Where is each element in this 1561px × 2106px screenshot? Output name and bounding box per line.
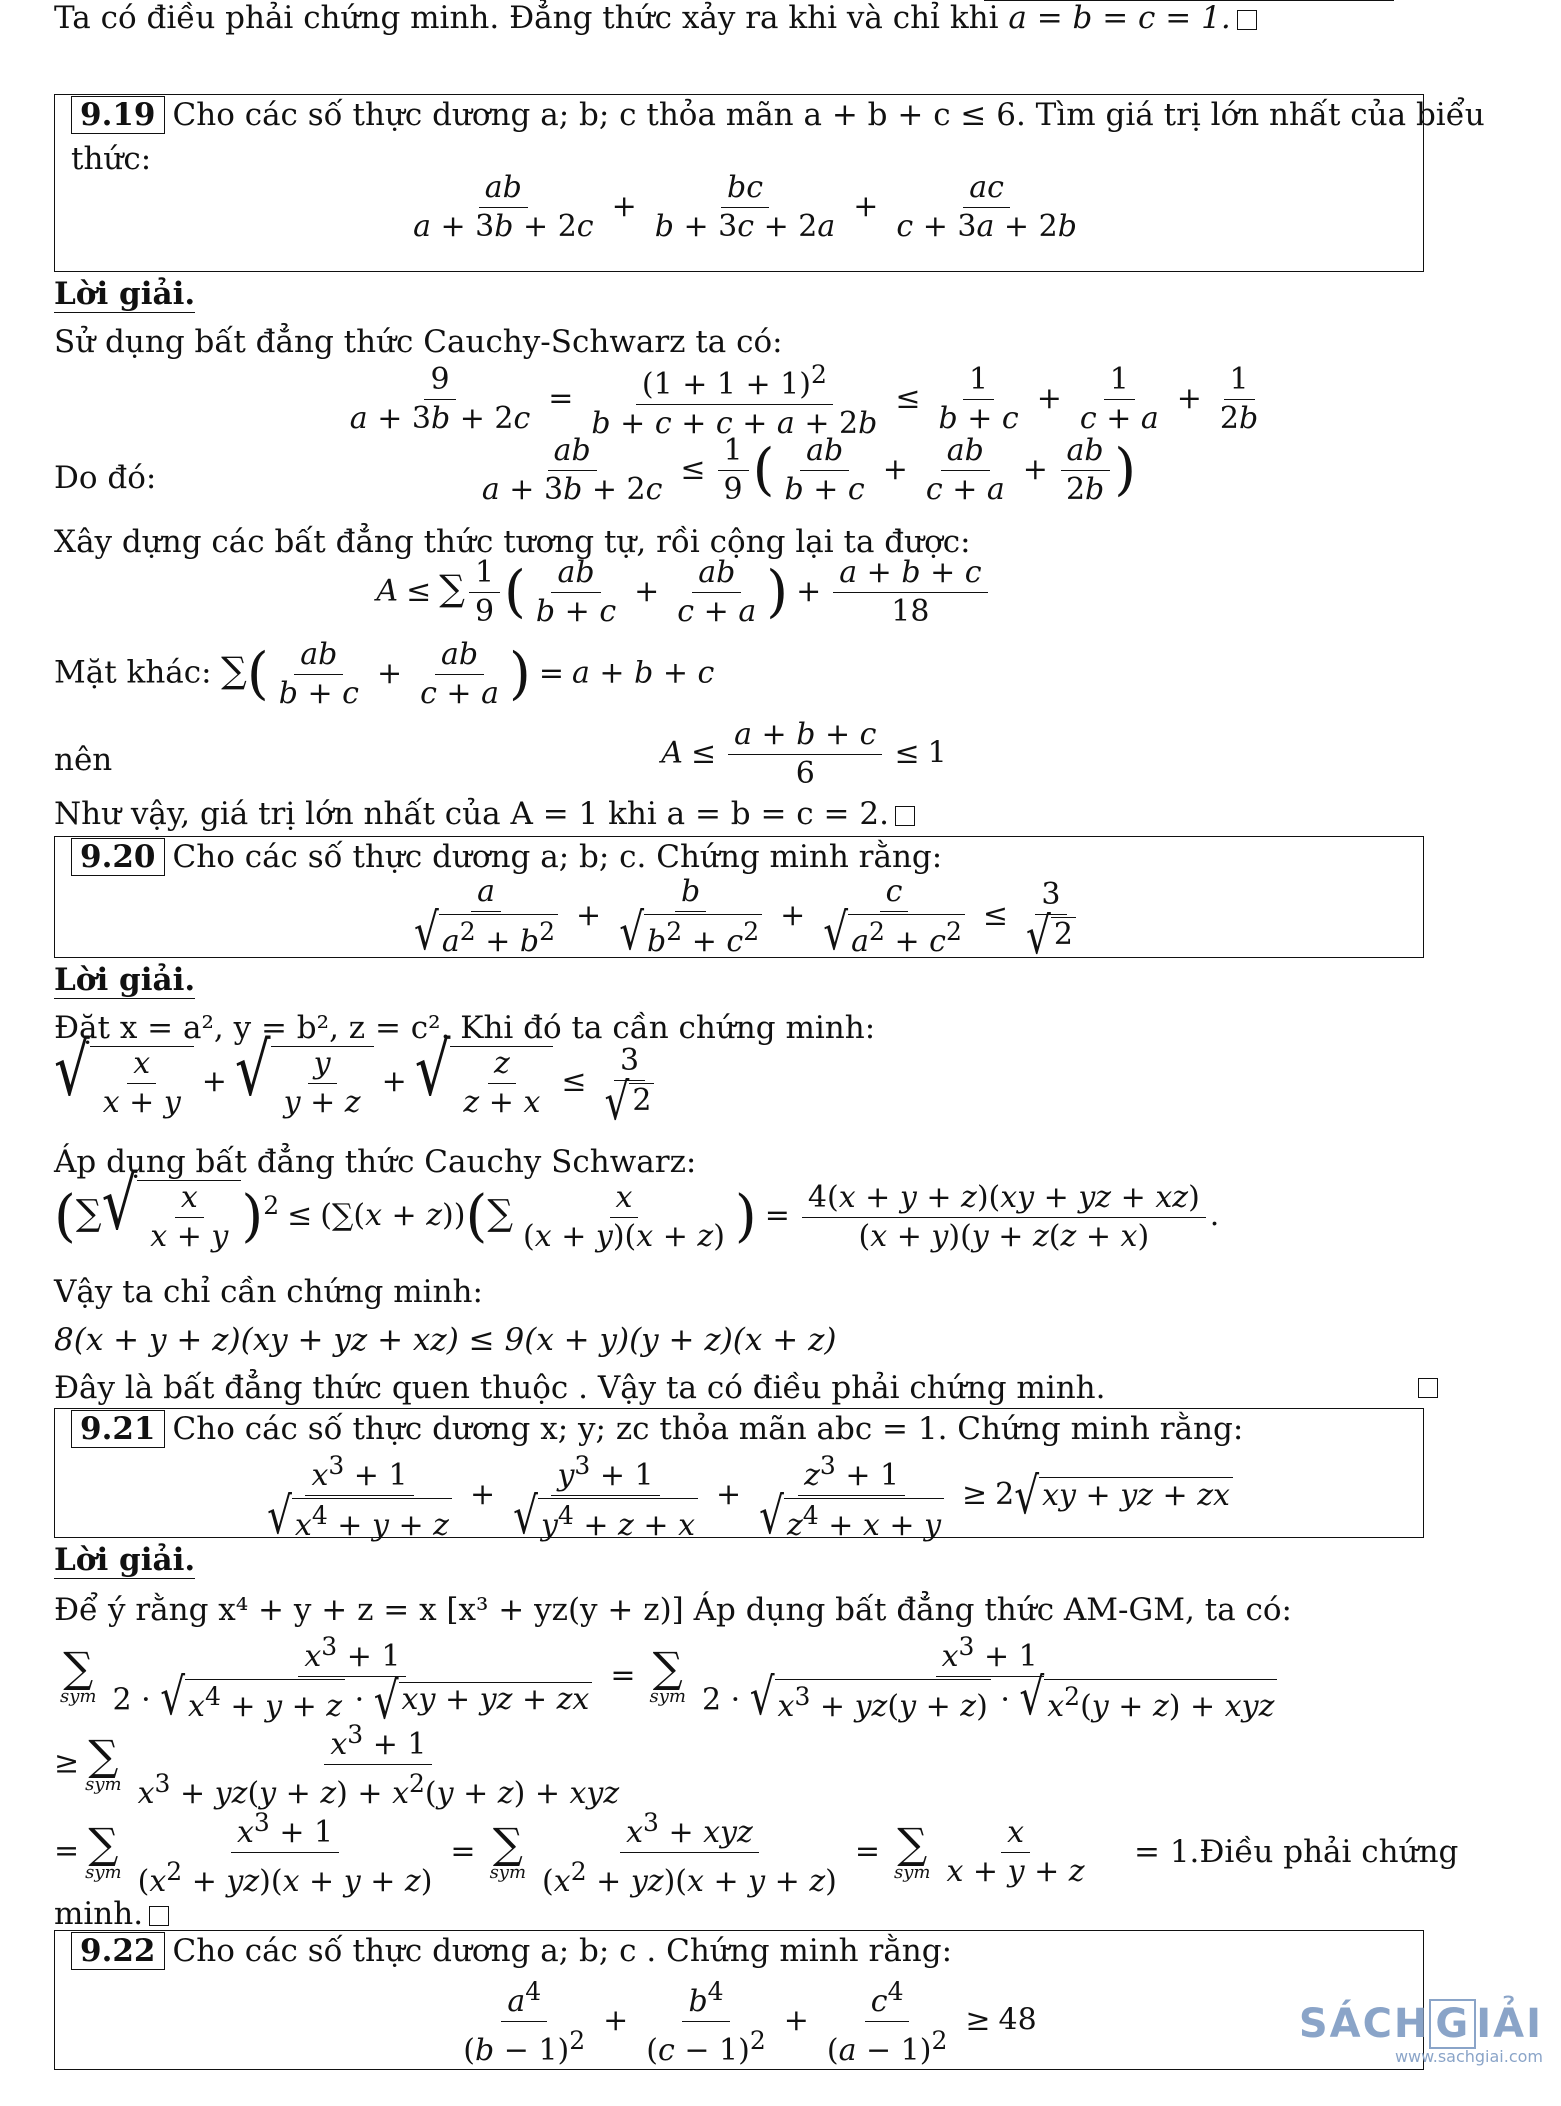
- sol-9-19-line2: Do đó:: [54, 460, 157, 496]
- qed-icon: [1237, 10, 1257, 30]
- watermark-url: www.sachgiai.com: [1394, 2047, 1543, 2066]
- sol-9-19-eq2: $\frac{ab}{a + 3b + 2c}$ ≤ $\frac{1}{9}$ ( $\frac{ab}{b + c}$ + $\frac{ab}{c + a}$ + $\frac{ab}{2b}$ ): [481, 433, 1137, 507]
- qed-icon: [1418, 1378, 1438, 1398]
- problem-9-19-statement: [71, 95, 1485, 135]
- qed-icon: [895, 806, 915, 826]
- sol-9-19-line6: [54, 794, 915, 834]
- sol-9-19-eq3: A ≤ ∑ $\frac{1}{9}$ ( $\frac{ab}{b + c}$ + $\frac{ab}{c + a}$ ) + $\frac{a + b + c}{18}$: [0, 556, 1374, 629]
- problem-9-22-statement: [71, 1931, 952, 1971]
- solution-label-9-19: [54, 274, 195, 314]
- problem-9-21-expression: $x^3 + 1$ √ $x^4 + y + z$ + $y^3 + 1$ √ $y^4 + z + x$ + $z^3 + 1$ √ $z^4 + x + y$ ≥ 2 √ xy + yz + zx: [55, 1449, 1435, 1543]
- problem-9-20-statement: [71, 837, 942, 877]
- problem-9-21-statement: [71, 1409, 1243, 1449]
- problem-9-20-expression: a √ $a^2 + b^2$ + b √ $b^2 + c^2$ + c √ $a^2 + c^2$ ≤ 3 √ 2: [55, 875, 1435, 959]
- problem-9-19-expression: $\frac{ab}{a + 3b + 2c}$ + $\frac{bc}{b + 3c + 2a}$ + $\frac{ac}{c + 3a + 2b}$: [413, 170, 1077, 244]
- watermark-text: [1299, 2001, 1543, 2047]
- solution-label: Lời giải.: [54, 276, 196, 312]
- intro-math: a = b = c = 1.: [1008, 0, 1231, 36]
- sol-9-21-eq1: ∑ sym $x^3 + 1$ 2 · √ $x^4 + y + z$ · √ xy + yz + zx = ∑ sym $x^3 + 1$ 2 · √ $x^3 + yz(y + z)$ · √ $x^2(y + z)$ + xyz: [54, 1630, 1287, 1724]
- problem-text: Cho các số thực dương x; y; zc thỏa mãn abc = 1. Chứng minh rằng:: [172, 1411, 1244, 1447]
- problem-text: Cho các số thực dương a; b; c thỏa mãn a + b + c ≤ 6. Tìm giá trị lớn nhất của biểu: [172, 97, 1485, 133]
- qed-icon: [149, 1906, 169, 1926]
- sol-9-21-end: = 1.Điều phải chứng: [1134, 1834, 1459, 1870]
- solution-label-9-20: [54, 960, 195, 1000]
- problem-9-20-box: [54, 836, 1424, 966]
- problem-9-19-box: [54, 94, 1485, 272]
- sol-9-21-end2-text: minh.: [54, 1896, 144, 1932]
- problem-9-22-expression: $\frac{a^4}{(b - 1)^2}$ + $\frac{b^4}{(c - 1)^2}$ + $\frac{c^4}{(a - 1)^2}$ ≥ 48: [463, 1977, 1037, 2068]
- problem-number: 9.19: [71, 96, 165, 134]
- problem-text: Cho các số thực dương a; b; c. Chứng minh rằng:: [172, 839, 943, 875]
- sol-9-19-line6-text: Như vậy, giá trị lớn nhất của A = 1 khi a = b = c = 2.: [54, 796, 889, 832]
- sol-9-20-eq1: √ $\frac{x}{x + y}$ + √ $\frac{y}{y + z}$ + √ $\frac{z}{z + x}$ ≤ 3 √ 2: [54, 1044, 664, 1122]
- sol-9-21-eq3: = ∑ sym $\frac{x^3 + 1}{(x^2 + yz)(x + y + z)}$ = ∑ sym $\frac{x^3 + xyz}{(x^2 + yz)(x + y + z)}$ = ∑ sym $\frac{x}{x + y + z}$: [54, 1808, 1085, 1899]
- problem-number: 9.22: [71, 1932, 165, 1970]
- sol-9-19-eq1: $\frac{9}{a + 3b + 2c}$ = $\frac{(1 + 1 + 1)^2}{b + c + c + a + 2b}$ ≤ $\frac{1}{b + c}$ + $\frac{1}{c + a}$ + $\frac{1}{2b}$: [349, 360, 1259, 441]
- problem-text-2: thức:: [71, 141, 152, 177]
- solution-label: Lời giải.: [54, 962, 196, 998]
- sol-9-20-line3: Vậy ta chỉ cần chứng minh:: [54, 1274, 483, 1310]
- watermark-part: SÁCH: [1298, 2001, 1430, 2047]
- sol-9-19-line4: Mặt khác:: [54, 654, 212, 691]
- sol-9-19-line3: Xây dựng các bất đẳng thức tương tự, rồi cộng lại ta được:: [54, 524, 971, 560]
- sol-9-19-eq5: A ≤ $\frac{a + b + c}{6}$ ≤ 1: [661, 717, 947, 791]
- sol-9-20-line4: 8(x + y + z)(xy + yz + xz) ≤ 9(x + y)(y + z)(x + z): [54, 1322, 837, 1358]
- problem-text: Cho các số thực dương a; b; c . Chứng minh rằng:: [172, 1933, 953, 1969]
- sol-9-19-eq4: Mặt khác: ∑( $\frac{ab}{b + c}$ + $\frac{ab}{c + a}$ ) = a + b + c: [54, 637, 715, 711]
- solution-label: Lời giải.: [54, 1542, 196, 1578]
- intro-text: Ta có điều phải chứng minh. Đẳng thức xảy ra khi và chỉ khi: [54, 0, 999, 36]
- sol-9-20-line5: Đây là bất đẳng thức quen thuộc . Vậy ta có điều phải chứng minh.: [54, 1370, 1106, 1406]
- sol-9-19-line5: nên: [54, 742, 113, 778]
- solution-label-9-21: [54, 1540, 195, 1580]
- sol-9-20-eq2: (∑ √ $\frac{x}{x + y}$ )$^2$ ≤ (∑(x + z))(∑ $\frac{x}{(x + y)(x + z)}$ ) = $\frac{4(x + y + z)(xy + yz + xz)}{(x + y)(y + z(z + x)}$ .: [54, 1162, 1220, 1254]
- sol-9-21-end2: [54, 1894, 169, 1934]
- sol-9-21-eq2: ≥ ∑ sym $\frac{x^3 + 1}{x^3 + yz(y + z) + x^2(y + z) + xyz}$: [54, 1720, 620, 1811]
- watermark-g: G: [1429, 1999, 1476, 2049]
- watermark-logo: [1299, 2001, 1543, 2066]
- problem-9-22-box: [54, 1930, 1424, 2070]
- sol-9-21-line1: Để ý rằng x⁴ + y + z = x [x³ + yz(y + z)] Áp dụng bất đẳng thức AM-GM, ta có:: [54, 1592, 1293, 1628]
- problem-number: 9.21: [71, 1410, 165, 1448]
- sol-9-20-line1: Đặt x = a², y = b², z = c². Khi đó ta cần chứng minh:: [54, 1010, 876, 1046]
- watermark-part: IẢI: [1476, 2001, 1543, 2047]
- sol-9-20-line2: Áp dụng bất đẳng thức Cauchy Schwarz:: [54, 1144, 697, 1180]
- sol-9-19-line1: Sử dụng bất đẳng thức Cauchy-Schwarz ta có:: [54, 324, 783, 360]
- intro-line: [54, 0, 1257, 38]
- problem-number: 9.20: [71, 838, 165, 876]
- problem-9-21-box: [54, 1408, 1424, 1546]
